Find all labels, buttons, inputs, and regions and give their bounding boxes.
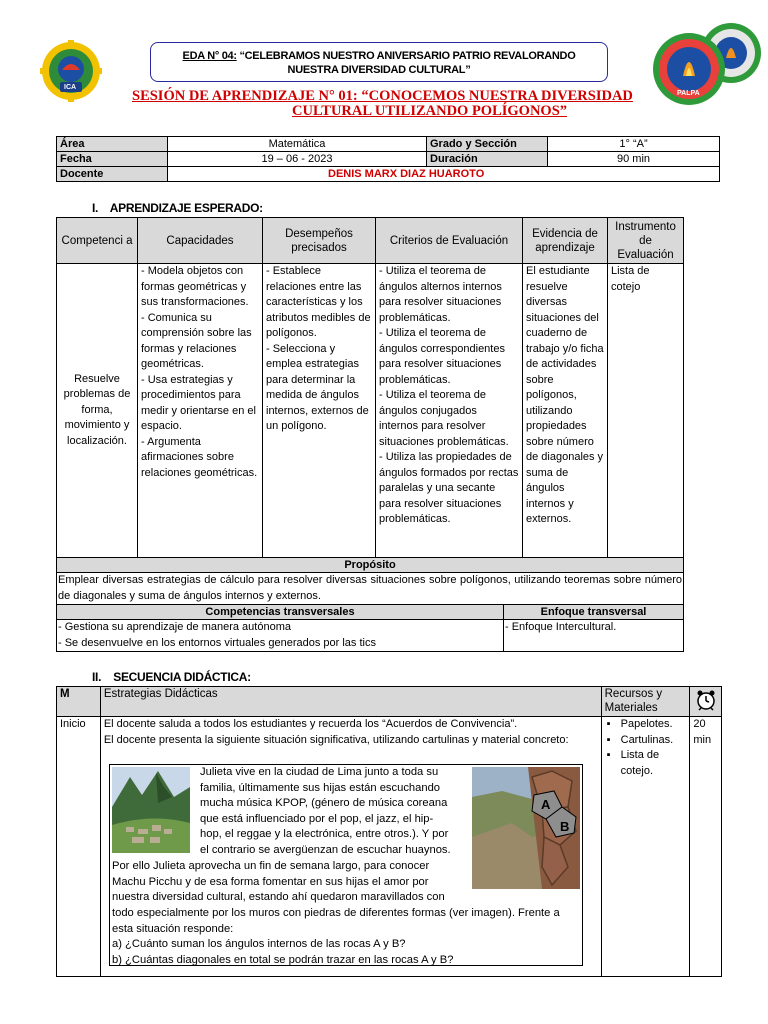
docente-value: DENIS MARX DIAZ HUAROTO: [168, 167, 720, 182]
duracion-value: 90 min: [548, 152, 720, 167]
proposito-table: [56, 557, 684, 652]
proposito-label: Propósito: [57, 558, 684, 573]
comp-trans-2: - Se desenvuelve en los entornos virtuales generados por las tics: [58, 636, 376, 649]
story-line: hop, el reggae y la electrónica, entre otros.). Y por: [200, 828, 449, 841]
criterios-cell: - Utiliza el teorema de ángulos alternos internos para resolver situaciones problemáticas. - Utiliza el teorema de ángulos correspondientes para resolver situaciones problemáticas. - Utiliza el teorema de ángulos conjugados internos para resolver situaciones problemáticas. - Utiliza las propiedades de ángulos formados por rectas paralelas y una secante para resolver situaciones problemáticas.: [376, 264, 523, 558]
time-cell: 20 min: [690, 717, 722, 977]
area-value: Matemática: [168, 137, 427, 152]
header-capacidades: Capacidades: [138, 218, 263, 264]
grado-value: 1° “A”: [548, 137, 720, 152]
eda-prefix: EDA N° 04:: [182, 50, 237, 62]
rock-b-label: B: [560, 819, 570, 834]
header-instrumento: Instrumento de Evaluación: [608, 218, 684, 264]
fecha-label: Fecha: [57, 152, 168, 167]
resource-item: ▪ Papelotes.: [621, 717, 687, 733]
story-line: familia, últimamente sus hijas están escuchando: [200, 781, 441, 794]
grado-label: Grado y Sección: [427, 137, 548, 152]
moment-inicio: Inicio: [57, 717, 101, 977]
story-top: [200, 765, 464, 859]
eda-line2: NUESTRA DIVERSIDAD CULTURAL”: [287, 64, 471, 76]
header-m: M: [57, 687, 101, 717]
story-line: nuestra diversidad cultural, estando ahí quedaron maravillados con: [112, 891, 445, 904]
area-label: Área: [57, 137, 168, 152]
story-line: esta situación responde:: [112, 922, 234, 935]
eda-title-box: [150, 42, 608, 82]
aprendizaje-table: [56, 217, 684, 558]
question-b: b) ¿Cuántas diagonales en total se podrán trazar en las rocas A y B?: [112, 953, 454, 966]
header-clock: [690, 687, 722, 717]
story-middle: [112, 859, 468, 906]
competencia-cell: Resuelve problemas de forma, movimiento y localización.: [57, 264, 138, 558]
docente-label: Docente: [57, 167, 168, 182]
enfoque-value: - Enfoque Intercultural.: [504, 620, 684, 652]
enfoque-label: Enfoque transversal: [504, 605, 684, 620]
story-line: Por ello Julieta aprovecha un fin de semana largo, para conocer: [112, 860, 430, 872]
story-bottom: [112, 906, 580, 968]
question-a: a) ¿Cuánto suman los ángulos internos de las rocas A y B?: [112, 938, 406, 951]
duracion-label: Duración: [427, 152, 548, 167]
session-title-line1: SESIÓN DE APRENDIZAJE N° 01: “CONOCEMOS NUESTRA DIVERSIDAD: [132, 88, 633, 104]
session-title-line2: CULTURAL UTILIZANDO POLÍGONOS”: [292, 103, 568, 119]
logo-right: [652, 32, 726, 106]
header-desempenos: Desempeños precisados: [263, 218, 376, 264]
story-line: mucha música KPOP, (género de música coreana: [200, 797, 448, 810]
header-recursos: Recursos y Materiales: [601, 687, 690, 717]
strategy-para1: El docente saluda a todos los estudiantes y recuerda los “Acuerdos de Convivencia”.: [103, 718, 518, 730]
stone-wall-image: [472, 767, 580, 889]
header-competencia: Competenci a: [57, 218, 138, 264]
alarm-clock-icon: [695, 689, 717, 711]
logo-left: [40, 40, 102, 102]
story-line: Julieta vive en la ciudad de Lima junto a toda su: [200, 766, 439, 778]
comp-trans-1: - Gestiona su aprendizaje de manera autónoma: [58, 621, 291, 633]
capacidades-cell: - Modela objetos con formas geométricas y sus transformaciones. - Comunica su comprensión sobre las formas y relaciones geométricas. - Usa estrategias y procedimientos para medir y orientarse en el espacio. - Argumenta afirmaciones sobre relaciones geométricas.: [138, 264, 263, 558]
header-criterios: Criterios de Evaluación: [376, 218, 523, 264]
instrumento-cell: Lista de cotejo: [608, 264, 684, 558]
rock-a-label: A: [541, 797, 551, 812]
comp-trans-label: Competencias transversales: [57, 605, 504, 620]
desempenos-cell: - Establece relaciones entre las características y los atributos medibles de polígonos. - Selecciona y emplea estrategias para determinar la medida de ángulos internos, externos de un polígono.: [263, 264, 376, 558]
proposito-text: Emplear diversas estrategias de cálculo para resolver diversas situaciones sobre polígonos, utilizando teoremas sobre número de diagonales y suma de ángulos internos y externos.: [57, 573, 684, 605]
story-line: todo especialmente por los muros con piedras de diferentes formas (ver imagen). Frente a: [112, 907, 560, 919]
header-estrategias: Estrategias Didácticas: [100, 687, 601, 717]
fecha-value: 19 – 06 - 2023: [168, 152, 427, 167]
eda-line1: “CELEBRAMOS NUESTRO ANIVERSARIO PATRIO REVALORANDO: [236, 50, 576, 62]
logo-left-text: ICA: [64, 84, 77, 91]
section2-title: II. SECUENCIA DIDÁCTICA:: [92, 670, 251, 684]
header-evidencia: Evidencia de aprendizaje: [523, 218, 608, 264]
situation-box: [109, 764, 583, 966]
story-line: que está influenciado por el pop, el jazz, el hip-: [200, 812, 434, 825]
resource-item: ▪ Cartulinas.: [621, 733, 687, 749]
story-line: Machu Picchu y de esa forma fomentar en sus hijas el amor por: [112, 875, 429, 888]
resource-item: ▪ Lista de cotejo.: [621, 748, 687, 779]
evidencia-cell: El estudiante resuelve diversas situaciones del cuaderno de trabajo y/o ficha de actividades sobre polígonos, utilizando propiedades sobre número de diagonales y suma de ángulos internos y externos.: [523, 264, 608, 558]
machu-picchu-image: [112, 767, 190, 853]
logo-right-text: PALPA: [677, 90, 700, 97]
strategy-para2: El docente presenta la siguiente situación significativa, utilizando cartulinas y material concreto:: [103, 733, 569, 746]
resources-list: [605, 717, 687, 779]
section1-title: I. APRENDIZAJE ESPERADO:: [92, 201, 263, 215]
info-table: [56, 136, 720, 182]
story-line: el contrario se avergüenzan de escuchar huaynos.: [200, 843, 451, 856]
